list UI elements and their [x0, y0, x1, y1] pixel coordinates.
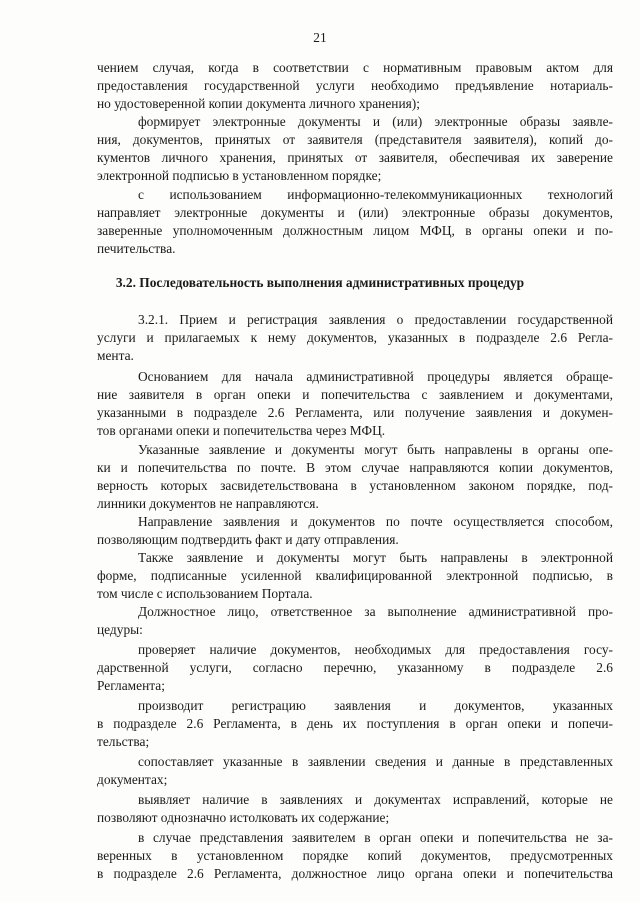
text-line: Направление заявления и документов по почте осуществляется способом, — [138, 514, 613, 529]
text-line: Должностное лицо, ответственное за выполнение административной про- — [138, 604, 613, 619]
text-line: но удостоверенной копии документа личного хранения); — [97, 96, 420, 111]
text-line: выявляет наличие в заявлениях и документах исправлений, которые не — [138, 792, 613, 807]
text-line: печительства. — [97, 241, 176, 256]
text-line: том числе с использованием Портала. — [97, 586, 313, 601]
text-line: с использованием информационно-телекоммуникационных технологий — [138, 187, 613, 202]
text-line: документах; — [97, 772, 168, 787]
text-line: тов органами опеки и попечительства через МФЦ. — [97, 423, 386, 438]
page-number: 21 — [313, 30, 327, 45]
text-line: ния, документов, принятых от заявителя (представителя заявителя), копий до- — [97, 132, 613, 147]
section-heading: 3.2. Последовательность выполнения административных процедур — [115, 275, 525, 290]
text-line: проверяет наличие документов, необходимых для предоставления госу- — [138, 642, 613, 657]
text-line: позволяют однозначно истолковать их содержание; — [97, 810, 390, 825]
text-line: верность которых засвидетельствована в установленном законом порядке, под- — [97, 478, 613, 493]
text-line: чением случая, когда в соответствии с нормативным правовым актом для — [97, 60, 613, 75]
text-line: в случае представления заявителем в орган опеки и попечительства не за- — [138, 830, 613, 845]
text-line: сопоставляет указанные в заявлении сведения и данные в представленных — [138, 754, 613, 769]
text-line: тельства; — [97, 734, 150, 749]
text-line: услуги и прилагаемых к нему документов, указанных в подразделе 2.6 Регла- — [97, 330, 613, 345]
text-line: дарственной услуги, согласно перечню, указанному в подразделе 2.6 — [97, 660, 613, 675]
text-line: 3.2.1. Прием и регистрация заявления о предоставлении государственной — [138, 312, 613, 327]
text-line: ние заявителя в орган опеки и попечительства с заявлением и документами, — [97, 387, 613, 402]
text-line: указанными в подразделе 2.6 Регламента, или получение заявления и докумен- — [97, 405, 613, 420]
text-line: линники документов не направляются. — [97, 496, 319, 511]
text-line: ки и попечительства по почте. В этом случае направляются копии документов, — [97, 460, 613, 475]
text-line: цедуры: — [97, 622, 143, 637]
text-line: направляет электронные документы и (или) электронные образы документов, — [97, 205, 613, 220]
text-line: предоставления государственной услуги необходимо предъявление нотариаль- — [97, 78, 613, 93]
text-line: форме, подписанные усиленной квалифицированной электронной подписью, в — [97, 568, 613, 583]
text-line: кументов личного хранения, принятых от заявителя, обеспечивая их заверение — [97, 150, 613, 165]
text-line: Указанные заявление и документы могут быть направлены в органы опе- — [138, 442, 613, 457]
text-line: формирует электронные документы и (или) электронные образы заявле- — [138, 114, 613, 129]
text-line: Основанием для начала административной процедуры является обраще- — [138, 369, 613, 384]
text-line: веренных в установленном порядке копий документов, предусмотренных — [97, 848, 613, 863]
text-line: электронной подписью в установленном порядке; — [97, 168, 382, 183]
text-line: в подразделе 2.6 Регламента, в день их поступления в орган опеки и попечи- — [97, 716, 613, 731]
text-line: позволяющим подтвердить факт и дату отправления. — [97, 532, 399, 547]
text-line: заверенные уполномоченным должностным лицом МФЦ, в органы опеки и по- — [97, 223, 613, 238]
text-line: Также заявление и документы могут быть направлены в электронной — [138, 550, 613, 565]
text-line: в подразделе 2.6 Регламента, должностное лицо органа опеки и попечительства — [97, 866, 613, 881]
text-line: мента. — [97, 348, 134, 363]
text-line: производит регистрацию заявления и документов, указанных — [138, 698, 613, 713]
text-line: Регламента; — [97, 678, 165, 693]
